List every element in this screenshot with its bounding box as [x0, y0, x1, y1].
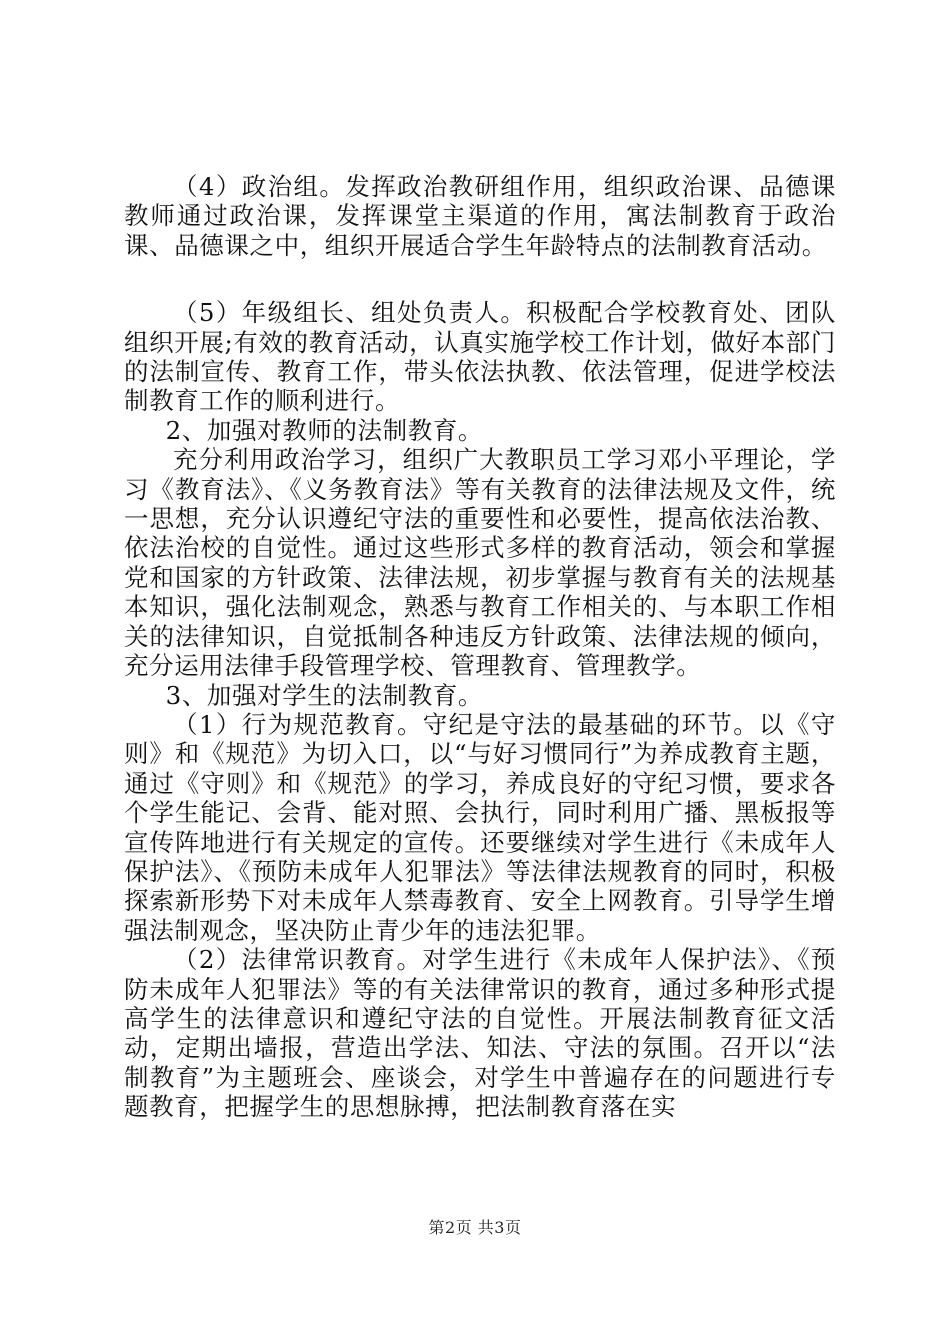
paragraph-heading-teacher-education: 2、加强对教师的法制教育。: [165, 415, 484, 445]
paragraph-legal-knowledge-education: （2）法律常识教育。对学生进行《未成年人保护法》、《预防未成年人犯罪法》等的有关法律常识的教育，通过多种形式提高学生的法律意识和遵纪守法的自觉性。开展法制教育征文活动，定期出墙报，营造出学法、知法、守法的氛围。召开以“法制教育”为主题班会、座谈会，对学生中普遍存在的问题进行专题教育，把握学生的思想脉搏，把法制教育落在实: [124, 945, 836, 1122]
document-body: [124, 172, 836, 1122]
paragraph-behavior-education: （1）行为规范教育。守纪是守法的最基础的环节。以《守则》和《规范》为切入口，以“与好习惯同行”为养成教育主题，通过《守则》和《规范》的学习，养成良好的守纪习惯，要求各个学生能记、会背、能对照、会执行，同时利用广播、黑板报等宣传阵地进行有关规定的宣传。还要继续对学生进行《未成年人保护法》、《预防未成年人犯罪法》等法律法规教育的同时，积极探索新形势下对未成年人禁毒教育、安全上网教育。引导学生增强法制观念，坚决防止青少年的违法犯罪。: [124, 709, 836, 945]
paragraph-grade-leaders: （5）年级组长、组处负责人。积极配合学校教育处、团队组织开展;有效的教育活动，认真实施学校工作计划，做好本部门的法制宣传、教育工作，带头依法执教、依法管理，促进学校法制教育工作的顺利进行。: [124, 298, 836, 416]
page-footer: 第2页 共3页: [428, 1218, 522, 1237]
paragraph-politics-group: （4）政治组。发挥政治教研组作用，组织政治课、品德课教师通过政治课，发挥课堂主渠道的作用，寓法制教育于政治课、品德课之中，组织开展适合学生年龄特点的法制教育活动。: [124, 172, 836, 260]
paragraph-heading-student-education: 3、加强对学生的法制教育。: [165, 680, 484, 710]
paragraph-teacher-education: 充分利用政治学习，组织广大教职员工学习邓小平理论，学习《教育法》、《义务教育法》等有关教育的法律法规及文件，统一思想，充分认识遵纪守法的重要性和必要性，提高依法治教、依法治校的自觉性。通过这些形式多样的教育活动，领会和掌握党和国家的方针政策、法律法规，初步掌握与教育有关的法规基本知识，强化法制观念，熟悉与教育工作相关的、与本职工作相关的法律知识，自觉抵制各种违反方针政策、法律法规的倾向，充分运用法律手段管理学校、管理教育、管理教学。: [124, 445, 836, 681]
